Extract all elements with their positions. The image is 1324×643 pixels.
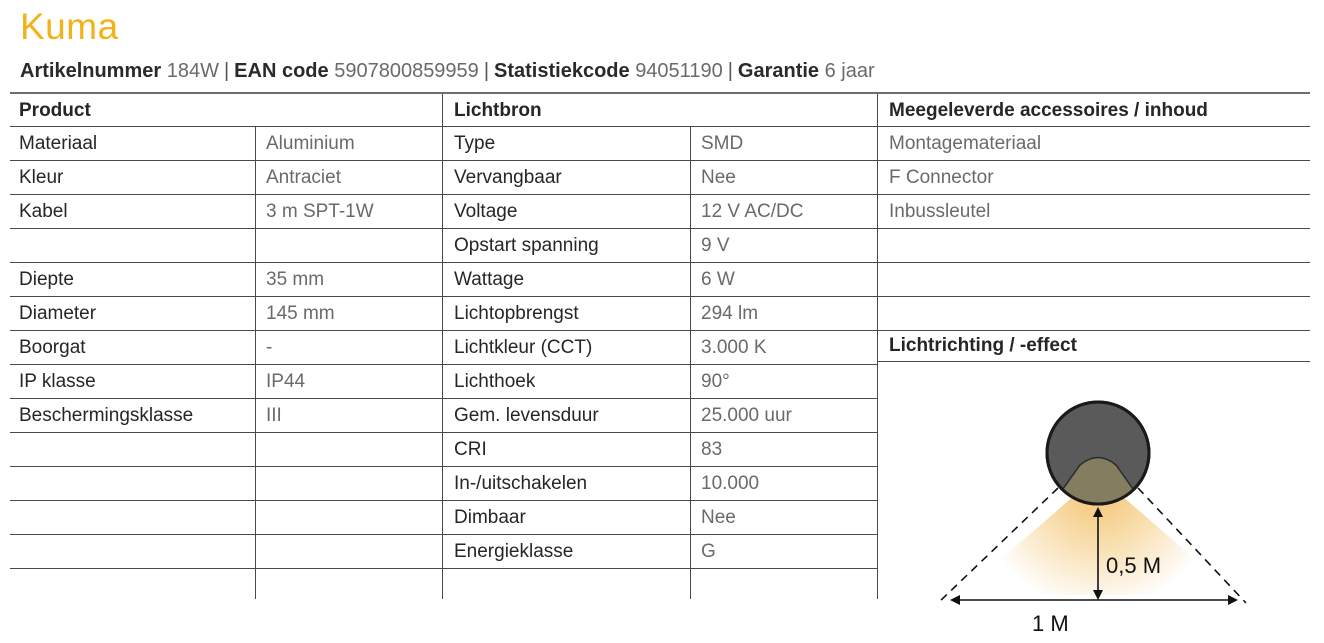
product-label: Boorgat <box>19 337 86 358</box>
lichtbron-row <box>442 569 877 603</box>
accessory-row <box>877 229 1310 263</box>
product-label: Beschermingsklasse <box>19 405 194 426</box>
meta-separator: | <box>483 60 490 82</box>
meta-value-warranty: 6 jaar <box>824 60 875 82</box>
product-label: Diameter <box>19 303 97 324</box>
lichtbron-value: 3.000 K <box>701 337 767 358</box>
product-meta-line <box>20 60 875 83</box>
light-effect-header-row <box>877 329 1310 362</box>
lichtbron-label: Vervangbaar <box>454 167 562 188</box>
lichtbron-value: 83 <box>701 439 723 460</box>
product-value: Antraciet <box>266 167 341 188</box>
lichtbron-label: Dimbaar <box>454 507 526 528</box>
product-row <box>10 365 442 399</box>
lichtbron-label: Voltage <box>454 201 518 222</box>
lichtbron-header-row <box>442 94 877 127</box>
lichtbron-value: Nee <box>701 167 736 188</box>
lichtbron-label: Lichtkleur (CCT) <box>454 337 593 358</box>
lichtbron-row <box>442 297 877 331</box>
lichtbron-label: Type <box>454 133 496 154</box>
product-row <box>10 127 442 161</box>
lichtbron-row <box>442 195 877 229</box>
lichtbron-value: 6 W <box>701 269 735 290</box>
accessory-row <box>877 127 1310 161</box>
product-title: Kuma <box>20 6 119 47</box>
lichtbron-label: Gem. levensduur <box>454 405 599 426</box>
product-row <box>10 229 442 263</box>
lichtbron-value: 294 lm <box>701 303 759 324</box>
lichtbron-label: CRI <box>454 439 487 460</box>
lichtbron-label: Lichthoek <box>454 371 536 392</box>
accessory-row <box>877 263 1310 297</box>
product-value: 145 mm <box>266 303 335 324</box>
product-value: IP44 <box>266 371 306 392</box>
product-label: Kabel <box>19 201 68 222</box>
accessory-row <box>877 297 1310 331</box>
product-value: 3 m SPT-1W <box>266 201 374 222</box>
product-row <box>10 161 442 195</box>
lichtbron-row <box>442 501 877 535</box>
accessories-header-row <box>877 94 1310 127</box>
product-row <box>10 501 442 535</box>
light-effect-header: Lichtrichting / -effect <box>889 335 1077 356</box>
width-label: 1 M <box>1032 611 1069 636</box>
accessory-row <box>877 161 1310 195</box>
product-label: Kleur <box>19 167 64 188</box>
lichtbron-row <box>442 467 877 501</box>
lichtbron-row <box>442 263 877 297</box>
product-row <box>10 535 442 569</box>
meta-value-article: 184W <box>166 60 219 82</box>
lichtbron-value: 12 V AC/DC <box>701 201 804 222</box>
product-value: - <box>266 337 273 358</box>
lichtbron-value: 25.000 uur <box>701 405 792 426</box>
product-row <box>10 467 442 501</box>
product-label: IP klasse <box>19 371 96 392</box>
height-label: 0,5 M <box>1106 553 1162 578</box>
product-value: III <box>266 405 282 426</box>
meta-separator: | <box>727 60 733 82</box>
lichtbron-label: Lichtopbrengst <box>454 303 579 324</box>
meta-value-stat: 94051190 <box>635 60 723 82</box>
lichtbron-value: SMD <box>701 133 744 154</box>
lichtbron-value: 10.000 <box>701 473 760 494</box>
accessory-item: Inbussleutel <box>889 201 991 222</box>
meta-value-ean: 5907800859959 <box>334 60 479 82</box>
lichtbron-label: Opstart spanning <box>454 235 599 256</box>
lichtbron-label: Wattage <box>454 269 525 290</box>
lichtbron-value: G <box>701 541 716 562</box>
product-label: Diepte <box>19 269 74 290</box>
lichtbron-row <box>442 331 877 365</box>
lichtbron-row <box>442 229 877 263</box>
product-label: Materiaal <box>19 133 98 154</box>
lichtbron-label: Energieklasse <box>454 541 574 562</box>
product-row <box>10 399 442 433</box>
lichtbron-value: Nee <box>701 507 736 528</box>
lichtbron-row <box>442 127 877 161</box>
product-row <box>10 195 442 229</box>
product-value: Aluminium <box>266 133 355 154</box>
lichtbron-label: In-/uitschakelen <box>454 473 588 494</box>
accessories-header: Meegeleverde accessoires / inhoud <box>889 100 1208 121</box>
lichtbron-row <box>442 433 877 467</box>
lichtbron-row <box>442 161 877 195</box>
accessory-item: F Connector <box>889 167 994 188</box>
meta-label-stat: Statistiekcode <box>494 60 630 82</box>
lichtbron-header: Lichtbron <box>454 100 542 121</box>
product-value: 35 mm <box>266 269 325 290</box>
meta-label-ean: EAN code <box>234 60 329 82</box>
product-row <box>10 331 442 365</box>
meta-separator: | <box>223 60 230 82</box>
accessory-row <box>877 195 1310 229</box>
product-header-row <box>10 94 442 127</box>
product-row <box>10 433 442 467</box>
lichtbron-value: 90° <box>701 371 730 392</box>
lichtbron-row <box>442 399 877 433</box>
lichtbron-row <box>442 365 877 399</box>
product-row <box>10 263 442 297</box>
meta-label-warranty: Garantie <box>737 60 820 82</box>
lichtbron-value: 9 V <box>701 235 730 256</box>
product-row <box>10 297 442 331</box>
meta-label-article: Artikelnummer <box>20 60 162 82</box>
accessory-item: Montagemateriaal <box>889 133 1042 154</box>
light-direction-diagram <box>920 400 1260 640</box>
product-row <box>10 569 442 603</box>
product-header: Product <box>19 100 91 121</box>
lichtbron-row <box>442 535 877 569</box>
